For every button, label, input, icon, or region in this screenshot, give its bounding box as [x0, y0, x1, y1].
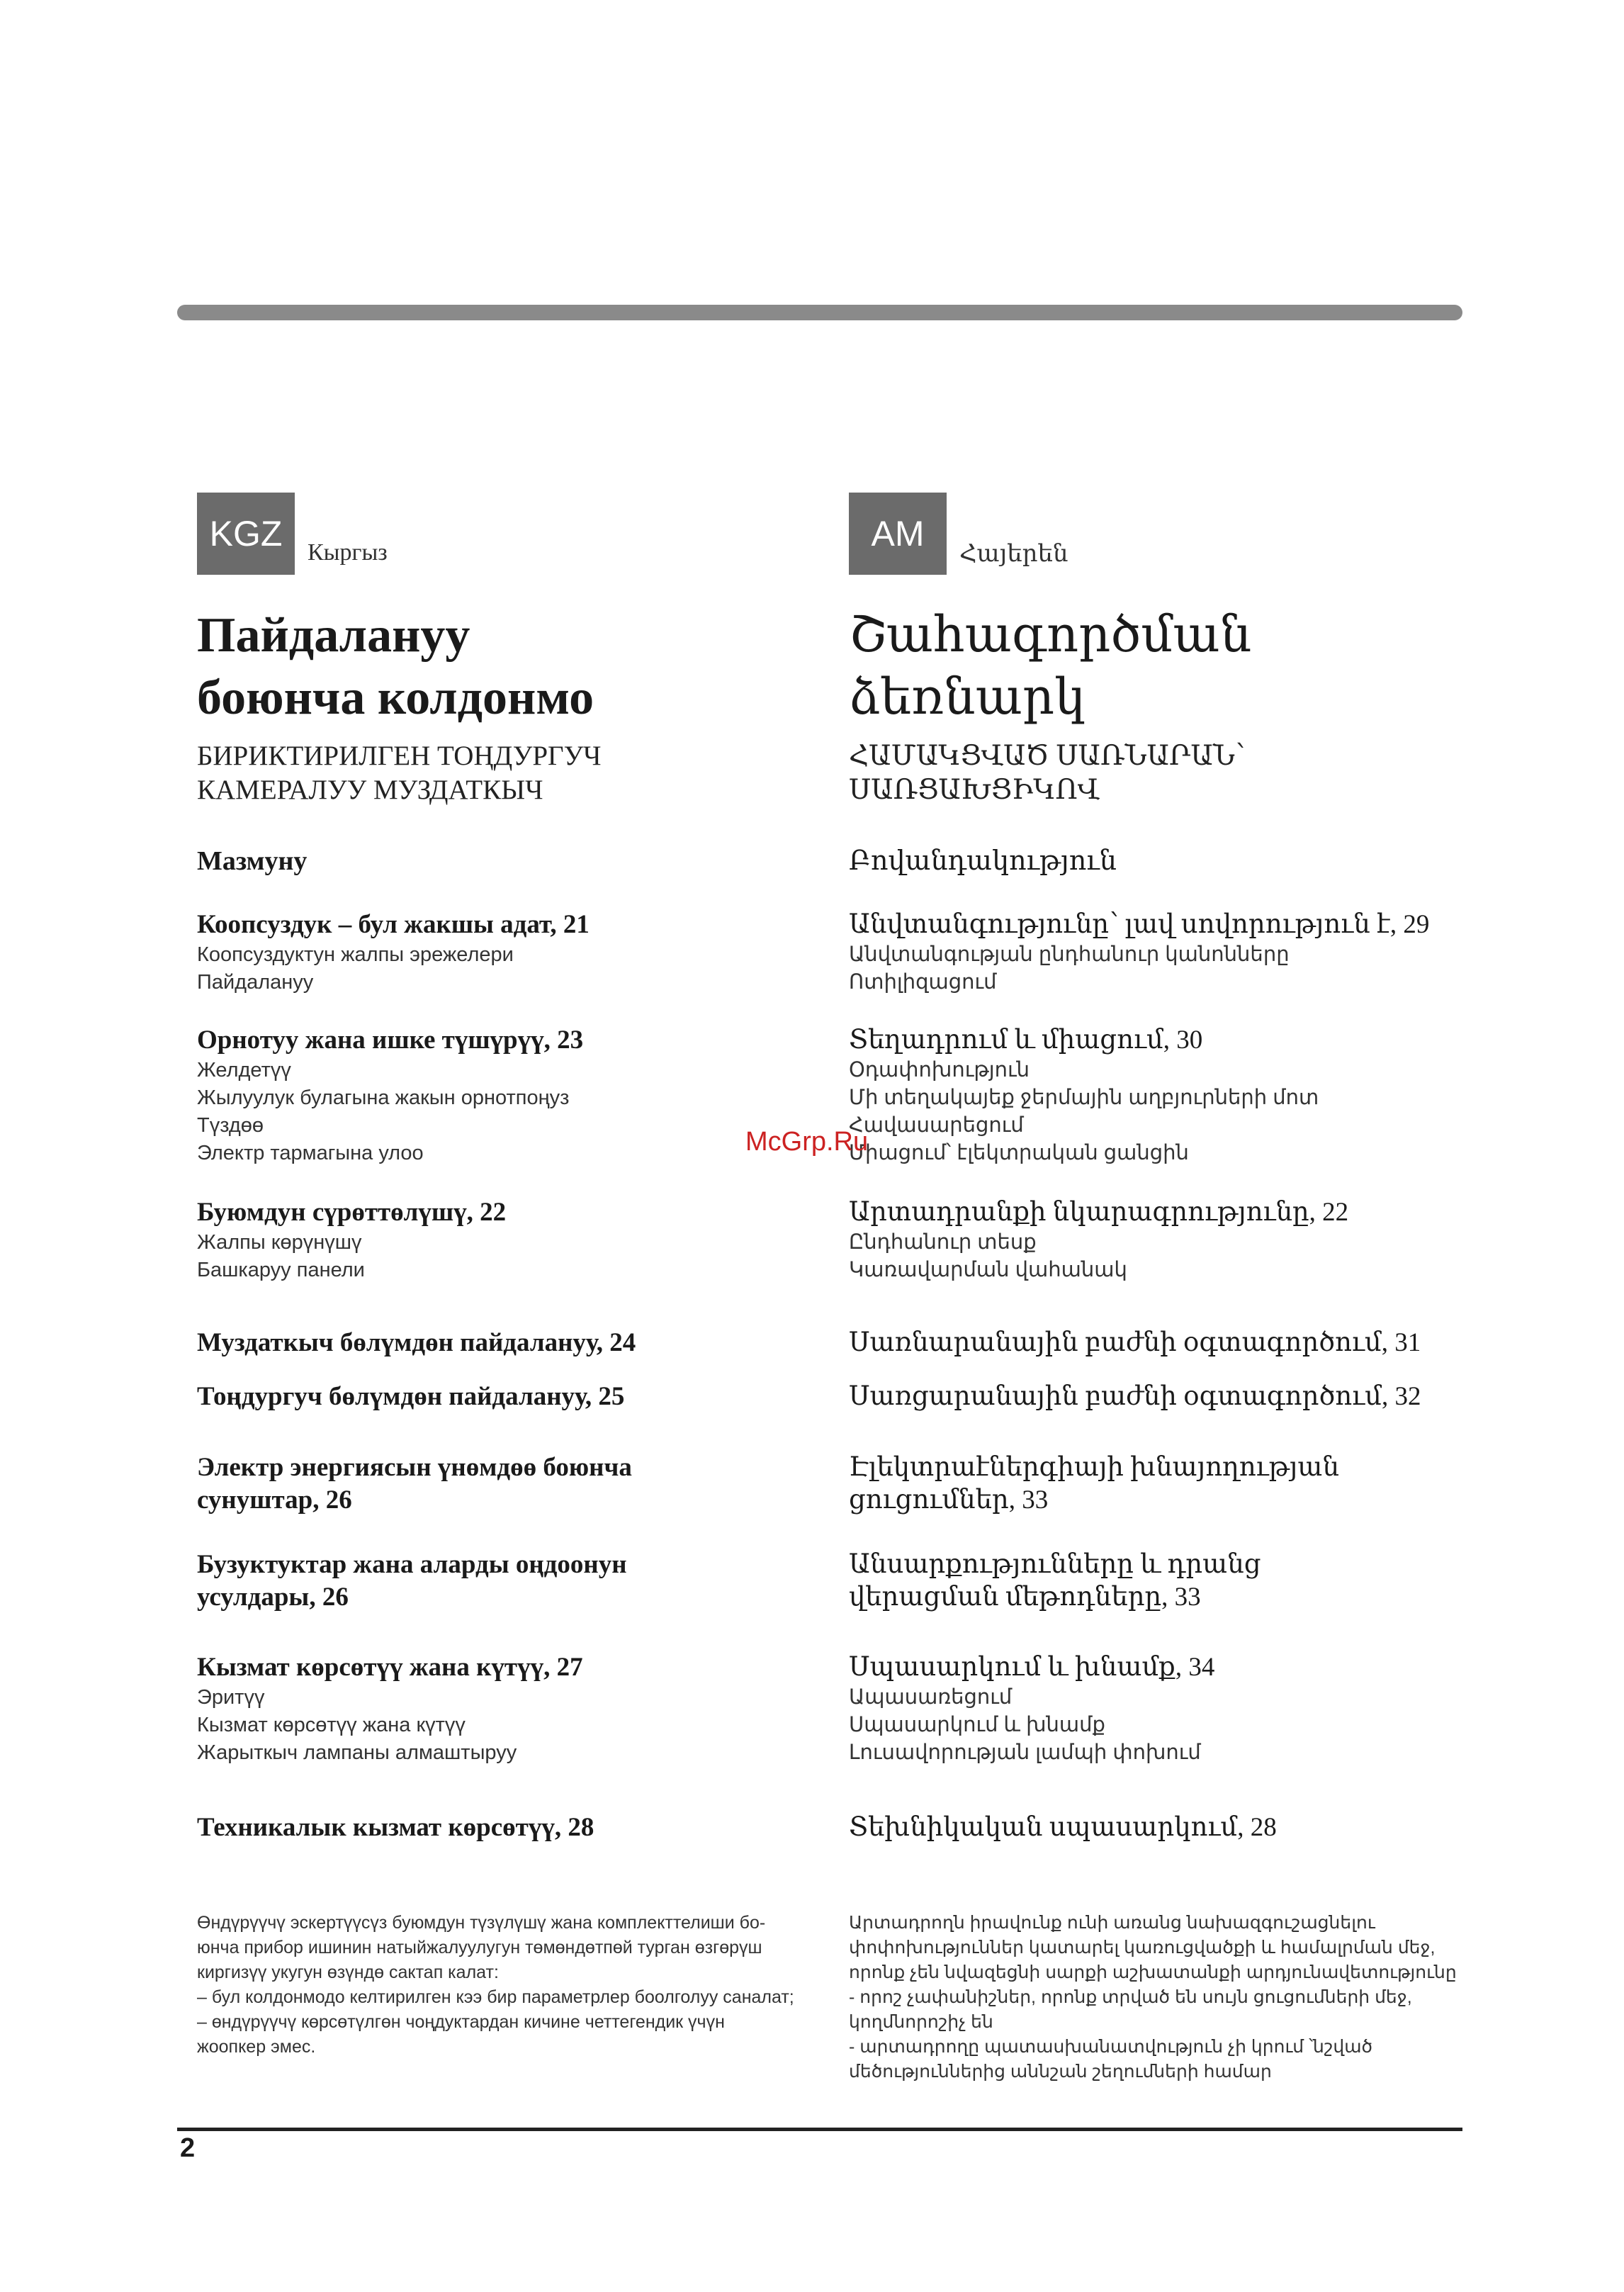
section-item: Օդափոխություն — [849, 1059, 1030, 1082]
page-number: 2 — [180, 2133, 196, 2163]
note-line: - որոշ չափանիշներ, որոնք տրված են սույն ցուցումների մեջ, — [849, 1987, 1412, 2007]
section-item: Ընդհանուր տեսք — [849, 1231, 1037, 1254]
section-title: Орнотуу жана ишке түшүрүү, 23 — [197, 1026, 584, 1055]
kgz-language-header — [197, 493, 877, 576]
section-item: Ոտիլիզացում — [849, 971, 997, 994]
section-item: Эритүү — [197, 1686, 265, 1709]
kgz-title-line1: Пайдалануу — [197, 608, 470, 663]
section-item: Անվտանգության ընդհանուր կանոնները — [849, 943, 1290, 966]
note-line: жоопкер эмес. — [197, 2037, 316, 2057]
am-section-6 — [849, 1451, 1345, 1517]
kgz-title-line2: боюнча колдонмо — [197, 670, 594, 725]
note-line: մեծություններից աննշան շեղումների համար — [849, 2062, 1272, 2082]
section-item: Հավասարեցում — [849, 1114, 1024, 1137]
section-title: Тоңдургуч бөлүмдөн пайдалануу, 25 — [197, 1382, 625, 1411]
kgz-title — [197, 605, 877, 729]
am-language-name: Հայերեն — [959, 541, 1068, 567]
section-title: Արտադրանքի նկարագրությունը, 22 — [849, 1198, 1349, 1227]
am-subtitle-line1: ՀԱՄԱԿՑՎԱԾ ՍԱՌՆԱՐԱՆ՝ — [849, 741, 1246, 771]
section-item: Սպասարկում և խնամք — [849, 1714, 1106, 1736]
am-subtitle — [849, 739, 1529, 807]
kgz-toc-heading: Мазмуну — [197, 846, 308, 876]
note-line: Өндүрүүчү эскертүүсүз буюмдун түзүлүшү жана комплекттелиши бо- — [197, 1913, 766, 1933]
kgz-section-1 — [197, 909, 877, 996]
kgz-section-7 — [197, 1549, 707, 1614]
section-item: Электр тармагына улоо — [197, 1142, 424, 1164]
bottom-divider-line — [177, 2128, 1462, 2131]
note-line: – бул колдонмодо келтирилген кээ бир параметрлер боолголуу саналат; — [197, 1987, 794, 2007]
section-item: Жалпы көрүнүшү — [197, 1231, 362, 1254]
section-title: Кызмат көрсөтүү жана күтүү, 27 — [197, 1653, 583, 1682]
kgz-code-badge: KGZ — [197, 493, 295, 575]
section-item: Коопсуздуктун жалпы эрежелери — [197, 943, 514, 966]
note-line: – өндүрүүчү көрсөтүлгөн чоңдуктардан кичине четтегендик үчүн — [197, 2012, 725, 2032]
kgz-section-3 — [197, 1196, 877, 1284]
am-column — [849, 493, 1529, 877]
section-title: Տեխնիկական սպասարկում, 28 — [849, 1813, 1277, 1842]
am-section-7 — [849, 1549, 1416, 1614]
kgz-column — [197, 493, 877, 877]
note-line: юнча прибор ишинин натыйжалуулугун төмөндөтпөй турган өзгөрүш — [197, 1938, 762, 1957]
watermark: McGrp.Ru — [745, 1127, 869, 1157]
am-section-8 — [849, 1651, 1529, 1767]
am-section-5 — [849, 1381, 1529, 1413]
section-title: Սառցարանային բաժնի օգտագործում, 32 — [849, 1382, 1421, 1411]
section-item: Пайдалануу — [197, 971, 314, 994]
am-section-2 — [849, 1024, 1529, 1167]
am-section-1 — [849, 909, 1529, 996]
am-title-line2: ձեռնարկ — [849, 670, 1086, 725]
section-title: Սպասարկում և խնամք, 34 — [849, 1653, 1215, 1682]
kgz-section-4 — [197, 1327, 877, 1359]
section-title: Սառնարանային բաժնի օգտագործում, 31 — [849, 1328, 1421, 1357]
kgz-section-9 — [197, 1811, 877, 1844]
note-line: կողմնորոշիչ են — [849, 2012, 993, 2032]
am-title — [849, 605, 1529, 729]
section-item: Ապասառեցում — [849, 1686, 1013, 1709]
note-line: Արտադրողն իրավունք ունի առանց նախազգուշացնելու — [849, 1913, 1375, 1933]
section-item: Кызмат көрсөтүү жана күтүү — [197, 1714, 466, 1736]
section-item: Желдетүү — [197, 1059, 291, 1082]
section-title: Электр энергиясын үнөмдөө боюнча сунуштар, 26 — [197, 1453, 632, 1515]
section-item: Լուսավորության լամպի փոխում — [849, 1741, 1201, 1764]
section-item: Մի տեղակայեք ջերմային աղբյուրների մոտ — [849, 1086, 1319, 1109]
section-title: Коопсуздук – бул жакшы адат, 21 — [197, 910, 590, 939]
kgz-section-6 — [197, 1451, 707, 1517]
kgz-section-8 — [197, 1651, 877, 1767]
note-line: - արտադրողը պատասխանատվություն չի կրում ՝նշված — [849, 2037, 1373, 2057]
kgz-subtitle-line2: КАМЕРАЛУУ МУЗДАТКЫЧ — [197, 775, 543, 805]
am-code-badge: AM — [849, 493, 947, 575]
note-line: որոնք չեն նվազեցնի սարքի աշխատանքի արդյունավետությունը — [849, 1962, 1457, 1982]
note-line: киргизүү укугун өзүндө сактап калат: — [197, 1962, 499, 1982]
am-section-3 — [849, 1196, 1529, 1284]
kgz-disclaimer-note — [197, 1911, 821, 2060]
section-title: Бузуктуктар жана аларды оңдоонун усулдары, 26 — [197, 1550, 627, 1612]
kgz-subtitle-line1: БИРИКТИРИЛГЕН ТОҢДУРГУЧ — [197, 741, 602, 771]
am-section-9 — [849, 1811, 1529, 1844]
am-toc-heading: Բովանդակություն — [849, 846, 1117, 876]
section-title: Անսարքությունները և դրանց վերացման մեթոդները, 33 — [849, 1550, 1261, 1612]
section-title: Техникалык кызмат көрсөтүү, 28 — [197, 1813, 594, 1842]
section-title: Муздаткыч бөлүмдөн пайдалануу, 24 — [197, 1328, 636, 1357]
section-title: Буюмдун сүрөттөлүшү, 22 — [197, 1198, 507, 1227]
top-divider-bar — [177, 305, 1462, 320]
section-item: Түздөө — [197, 1114, 264, 1137]
am-section-4 — [849, 1327, 1529, 1359]
kgz-section-5 — [197, 1381, 877, 1413]
am-disclaimer-note — [849, 1911, 1487, 2084]
section-title: Տեղադրում և միացում, 30 — [849, 1026, 1203, 1055]
section-item: Башкаруу панели — [197, 1259, 365, 1281]
section-item: Жылуулук булагына жакын орнотпоңуз — [197, 1086, 570, 1109]
section-title: Էլեկտրաէներգիայի խնայողության ցուցումներ, 33 — [849, 1453, 1339, 1515]
am-language-header — [849, 493, 1529, 576]
kgz-language-name: Кыргыз — [308, 539, 388, 566]
kgz-subtitle — [197, 739, 877, 807]
section-item: Կառավարման վահանակ — [849, 1259, 1127, 1281]
section-item: Жарыткыч лампаны алмаштыруу — [197, 1741, 517, 1764]
section-title: Անվտանգությունը՝ լավ սովորություն է, 29 — [849, 910, 1430, 939]
am-subtitle-line2: ՍԱՌՑԱԽՑԻԿՈՎ — [849, 775, 1100, 805]
note-line: փոփոխություններ կատարել կառուցվածքի և համալրման մեջ, — [849, 1938, 1436, 1957]
section-item: Միացում՝ էլեկտրական ցանցին — [849, 1142, 1189, 1164]
am-title-line1: Շահագործման — [849, 608, 1252, 663]
